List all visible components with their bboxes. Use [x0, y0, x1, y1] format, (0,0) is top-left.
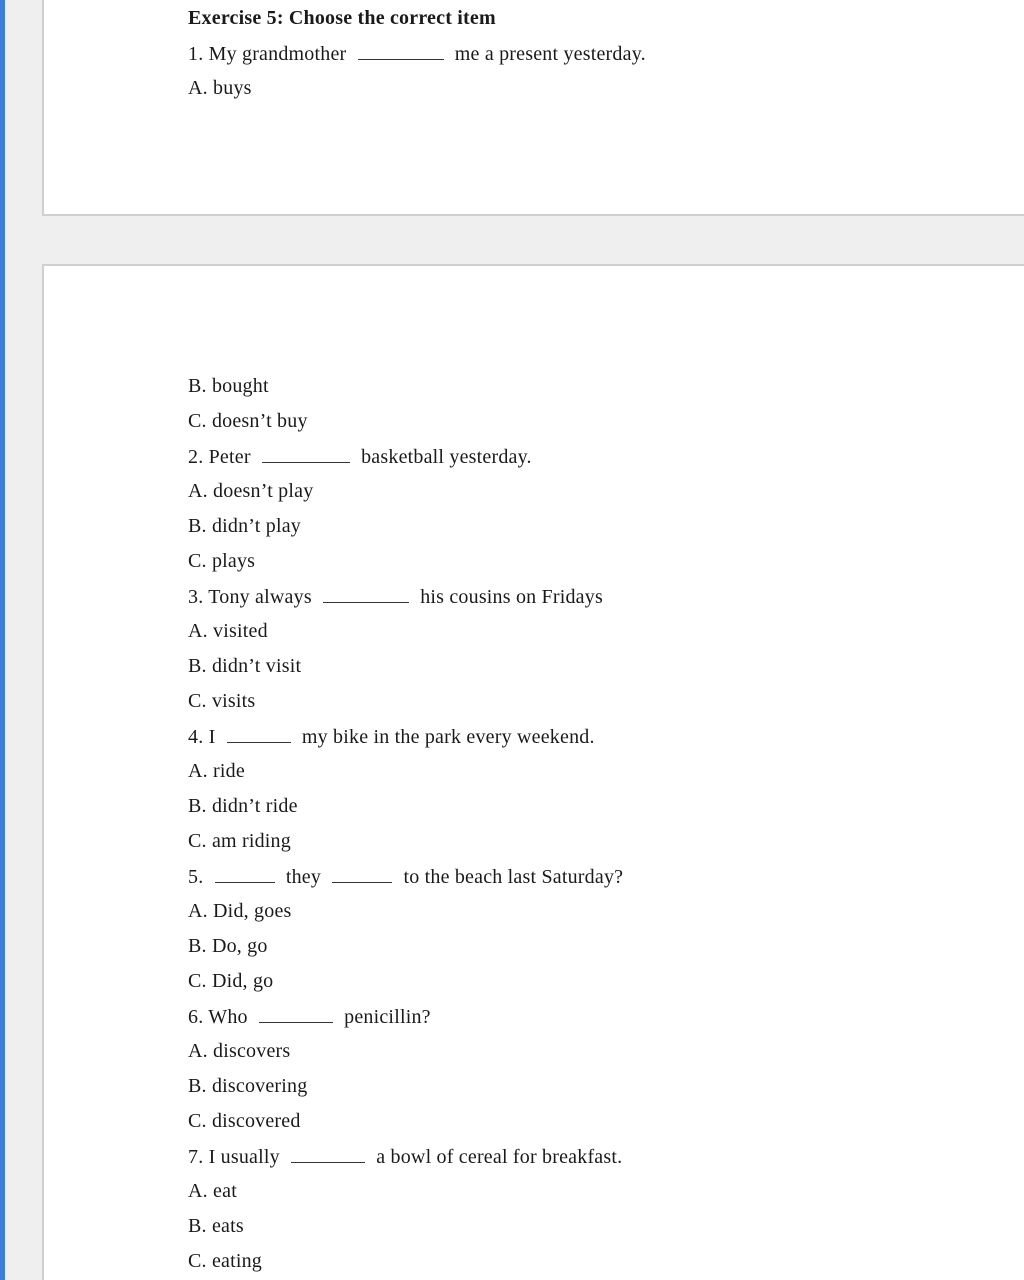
question-3-text-after: his cousins on Fridays — [420, 586, 603, 608]
question-2-blank — [262, 444, 350, 463]
question-4-option-b: B. didn’t ride — [188, 795, 298, 817]
question-4-text-after: my bike in the park every weekend. — [301, 726, 595, 748]
question-6-blank — [259, 1004, 333, 1023]
question-3-text-before: 3. Tony always — [188, 586, 312, 608]
question-7-option-b: B. eats — [188, 1215, 244, 1237]
question-1-text-before: My grandmother — [208, 43, 347, 65]
question-6-option-b: B. discovering — [188, 1075, 308, 1097]
question-2 — [188, 444, 532, 469]
question-7-option-a: A. eat — [188, 1180, 237, 1202]
question-4-blank — [227, 724, 291, 743]
question-6-option-a: A. discovers — [188, 1040, 291, 1062]
question-2-option-c: C. plays — [188, 550, 256, 572]
question-5-text-after: to the beach last Saturday? — [403, 866, 624, 888]
question-4-option-a: A. ride — [188, 760, 245, 782]
question-1-text-after: me a present yesterday. — [454, 43, 646, 65]
question-1-option-a: A. buys — [188, 77, 252, 99]
question-1-option-c: C. doesn’t buy — [188, 410, 308, 432]
question-4-option-c: C. am riding — [188, 830, 291, 852]
question-7-text-before: 7. I usually — [188, 1146, 280, 1168]
question-3 — [188, 584, 603, 609]
question-7-option-c: C. eating — [188, 1250, 263, 1272]
window-left-border — [0, 0, 5, 1280]
question-1-blank — [358, 41, 444, 60]
question-6-option-c: C. discovered — [188, 1110, 301, 1132]
question-6-text-before: 6. Who — [188, 1006, 248, 1028]
question-3-option-c: C. visits — [188, 690, 256, 712]
question-5-text-middle: they — [285, 866, 322, 888]
question-6 — [188, 1004, 431, 1029]
question-5-blank-2 — [332, 864, 392, 883]
question-1-number: 1. — [188, 43, 204, 65]
question-3-option-a: A. visited — [188, 620, 268, 642]
document-page-1 — [42, 0, 1024, 216]
question-2-text-after: basketball yesterday. — [361, 446, 532, 468]
question-1-option-b: B. bought — [188, 375, 269, 397]
question-1 — [188, 41, 646, 66]
question-5-blank-1 — [215, 864, 275, 883]
question-7 — [188, 1144, 622, 1169]
question-2-option-a: A. doesn’t play — [188, 480, 314, 502]
question-5-option-a: A. Did, goes — [188, 900, 292, 922]
question-2-text-before: 2. Peter — [188, 446, 251, 468]
question-5 — [188, 864, 623, 889]
document-page-2 — [42, 264, 1024, 1280]
question-6-text-after: penicillin? — [344, 1006, 431, 1028]
question-5-text-before: 5. — [188, 866, 204, 888]
exercise-title: Exercise 5: Choose the correct item — [188, 7, 496, 29]
question-3-option-b: B. didn’t visit — [188, 655, 302, 677]
question-2-option-b: B. didn’t play — [188, 515, 301, 537]
question-5-option-b: B. Do, go — [188, 935, 268, 957]
question-5-option-c: C. Did, go — [188, 970, 274, 992]
question-3-blank — [323, 584, 409, 603]
question-7-text-after: a bowl of cereal for breakfast. — [376, 1146, 623, 1168]
question-4 — [188, 724, 595, 749]
question-7-blank — [291, 1144, 365, 1163]
question-4-text-before: 4. I — [188, 726, 216, 748]
